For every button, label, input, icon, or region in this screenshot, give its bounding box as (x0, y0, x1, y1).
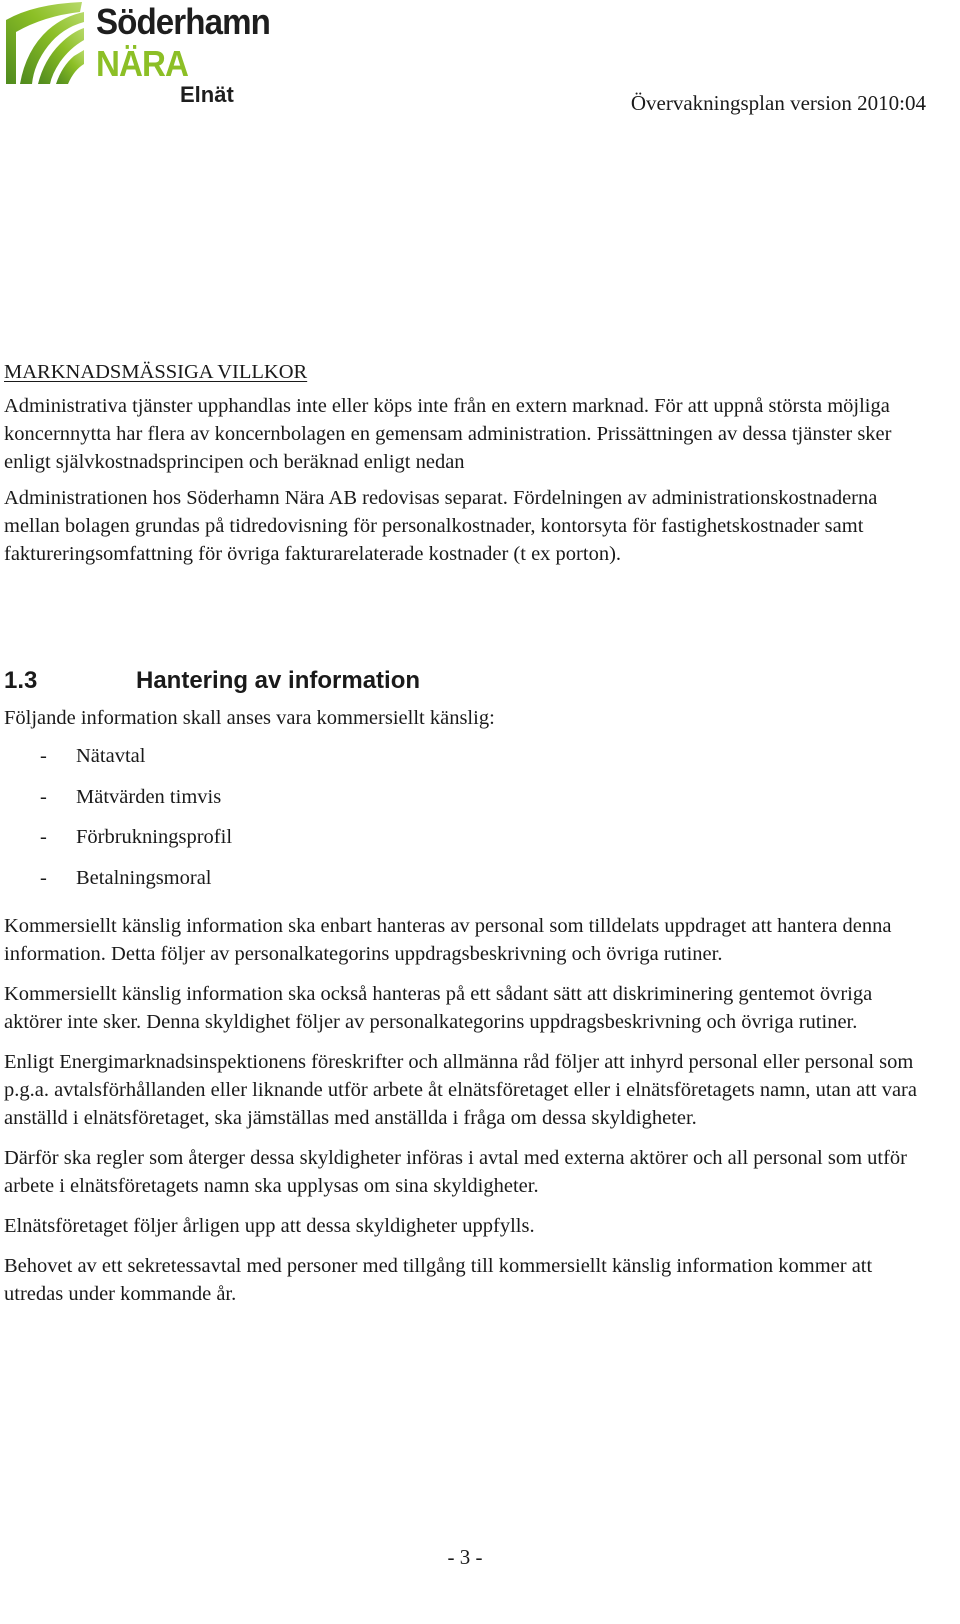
body-paragraph: Kommersiellt känslig information ska enbart hanteras av personal som tilldelats uppdraget att hantera denna information. Detta följer av personalkategorins uppdragsbeskrivning och övriga rutiner. (4, 915, 892, 965)
section-number: 1.3 (4, 667, 38, 694)
logo-leaf-icon (4, 0, 86, 88)
section-body (4, 704, 934, 1308)
body-paragraph: Elnätsföretaget följer årligen upp att dessa skyldigheter uppfylls. (4, 1215, 535, 1237)
logo-unit-text: Elnät (180, 82, 234, 107)
list-item (4, 783, 934, 824)
list-dash: - (40, 785, 47, 808)
list-dash: - (40, 866, 47, 889)
logo-sub-text: NÄRA (96, 43, 188, 84)
list-item-text: Nätavtal (76, 745, 146, 767)
body-paragraph: Kommersiellt känslig information ska också hanteras på ett sådant sätt att diskriminering gentemot övriga aktörer inte sker. Denna skyldighet följer av personalkategorins uppdragsbeskrivning och övriga rutiner. (4, 983, 873, 1033)
list-item (4, 864, 934, 905)
list-item-text: Förbrukningsprofil (76, 826, 233, 848)
list-dash: - (40, 745, 47, 767)
market-paragraph-1: Administrativa tjänster upphandlas inte eller köps inte från en extern marknad. För att uppnå största möjliga koncernnytta har flera av koncernbolagen en gemensam administration. Prissättningen av dessa tjänster sker enligt självkostnadsprincipen och beräknad enligt nedan (4, 395, 892, 473)
section-heading (4, 666, 420, 696)
list-item (4, 742, 934, 783)
list-item (4, 823, 934, 864)
page-number: - 3 - (447, 1545, 483, 1569)
sensitive-info-list (4, 742, 934, 904)
section-intro: Följande information skall anses vara kommersiellt känslig: (4, 707, 495, 729)
market-paragraph-2: Administrationen hos Söderhamn Nära AB redovisas separat. Fördelningen av administrationskostnaderna mellan bolagen grundas på tidredovisning för personalkostnader, kontorsyta för fastighetskostnader samt faktureringsomfattning för övriga fakturarelaterade kostnader (t ex porton). (4, 487, 878, 565)
list-dash: - (40, 826, 47, 848)
body-paragraph: Behovet av ett sekretessavtal med personer med tillgång till kommersiellt känslig information kommer att utredas under kommande år. (4, 1255, 873, 1305)
company-logo (4, 0, 274, 120)
market-section (4, 358, 934, 568)
list-item-text: Mätvärden timvis (76, 785, 222, 808)
list-item-text: Betalningsmoral (76, 866, 212, 889)
section-title: Hantering av information (136, 667, 421, 694)
document-version: Övervakningsplan version 2010:04 (630, 91, 926, 115)
body-paragraph: Därför ska regler som återger dessa skyldigheter införas i avtal med externa aktörer och all personal som utför arbete i elnätsföretagets namn ska upplysas om sina skyldigheter. (4, 1147, 908, 1197)
body-paragraph: Enligt Energimarknadsinspektionens föreskrifter och allmänna råd följer att inhyrd personal eller personal som p.g.a. avtalsförhållanden eller liknande utför arbete åt elnätsföretaget eller i elnätsföretagets namn, utan att vara anställd i elnätsföretaget, ska jämställas med anställda i fråga om dessa skyldigheter. (4, 1051, 917, 1129)
market-heading: MARKNADSMÄSSIGA VILLKOR (4, 361, 308, 383)
logo-name-text: Söderhamn (96, 1, 270, 42)
